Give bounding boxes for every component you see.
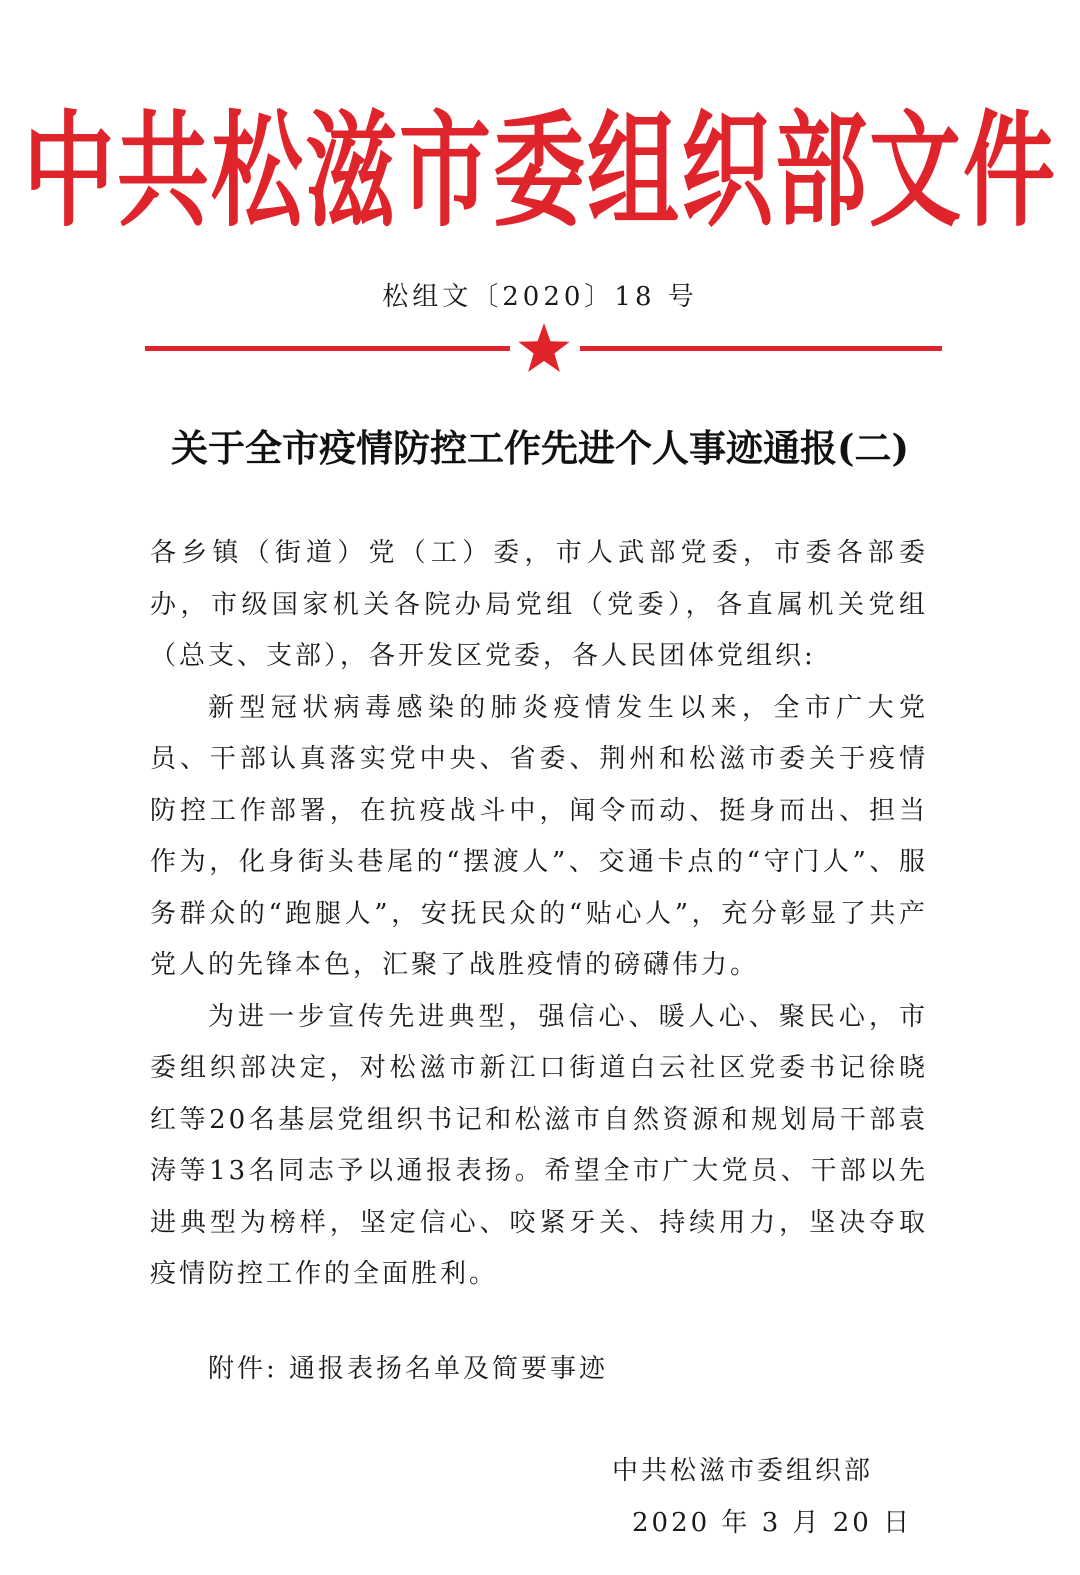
document-title: 关于全市疫情防控工作先进个人事迹通报(二) (170, 426, 909, 470)
attachment-note: 附件: 通报表扬名单及简要事迹 (208, 1354, 609, 1384)
masthead-title: 中共松滋市委组织部文件 (22, 99, 1057, 244)
document-body (150, 528, 928, 1301)
red-divider-right (580, 346, 942, 351)
red-star-icon (517, 322, 571, 374)
issue-date: 2020 年 3 月 20 日 (632, 1508, 913, 1538)
red-divider-left (145, 346, 510, 351)
document-number: 松组文〔2020〕18 号 (382, 282, 698, 312)
body-paragraph-1: 新型冠状病毒感染的肺炎疫情发生以来，全市广大党员、干部认真落实党中央、省委、荆州和松滋市委关于疫情防控工作部署，在抗疫战斗中，闻令而动、挺身而出、担当作为，化身街头巷尾的“摆渡人”、交通卡点的“守门人”、服务群众的“跑腿人”，安抚民众的“贴心人”，充分彰显了共产党人的先锋本色，汇聚了战胜疫情的磅礴伟力。 (150, 692, 928, 980)
issuer-signature: 中共松滋市委组织部 (612, 1456, 874, 1486)
body-paragraph-2: 为进一步宣传先进典型，强信心、暖人心、聚民心，市委组织部决定，对松滋市新江口街道白云社区党委书记徐晓红等20名基层党组织书记和松滋市自然资源和规划局干部袁涛等13名同志予以通报表扬。希望全市广大党员、干部以先进典型为榜样，坚定信心、咬紧牙关、持续用力，坚决夺取疫情防控工作的全面胜利。 (150, 1001, 928, 1289)
addressees: 各乡镇（街道）党（工）委，市人武部党委，市委各部委办，市级国家机关各院办局党组（党委），各直属机关党组（总支、支部），各开发区党委，各人民团体党组织: (150, 538, 928, 671)
